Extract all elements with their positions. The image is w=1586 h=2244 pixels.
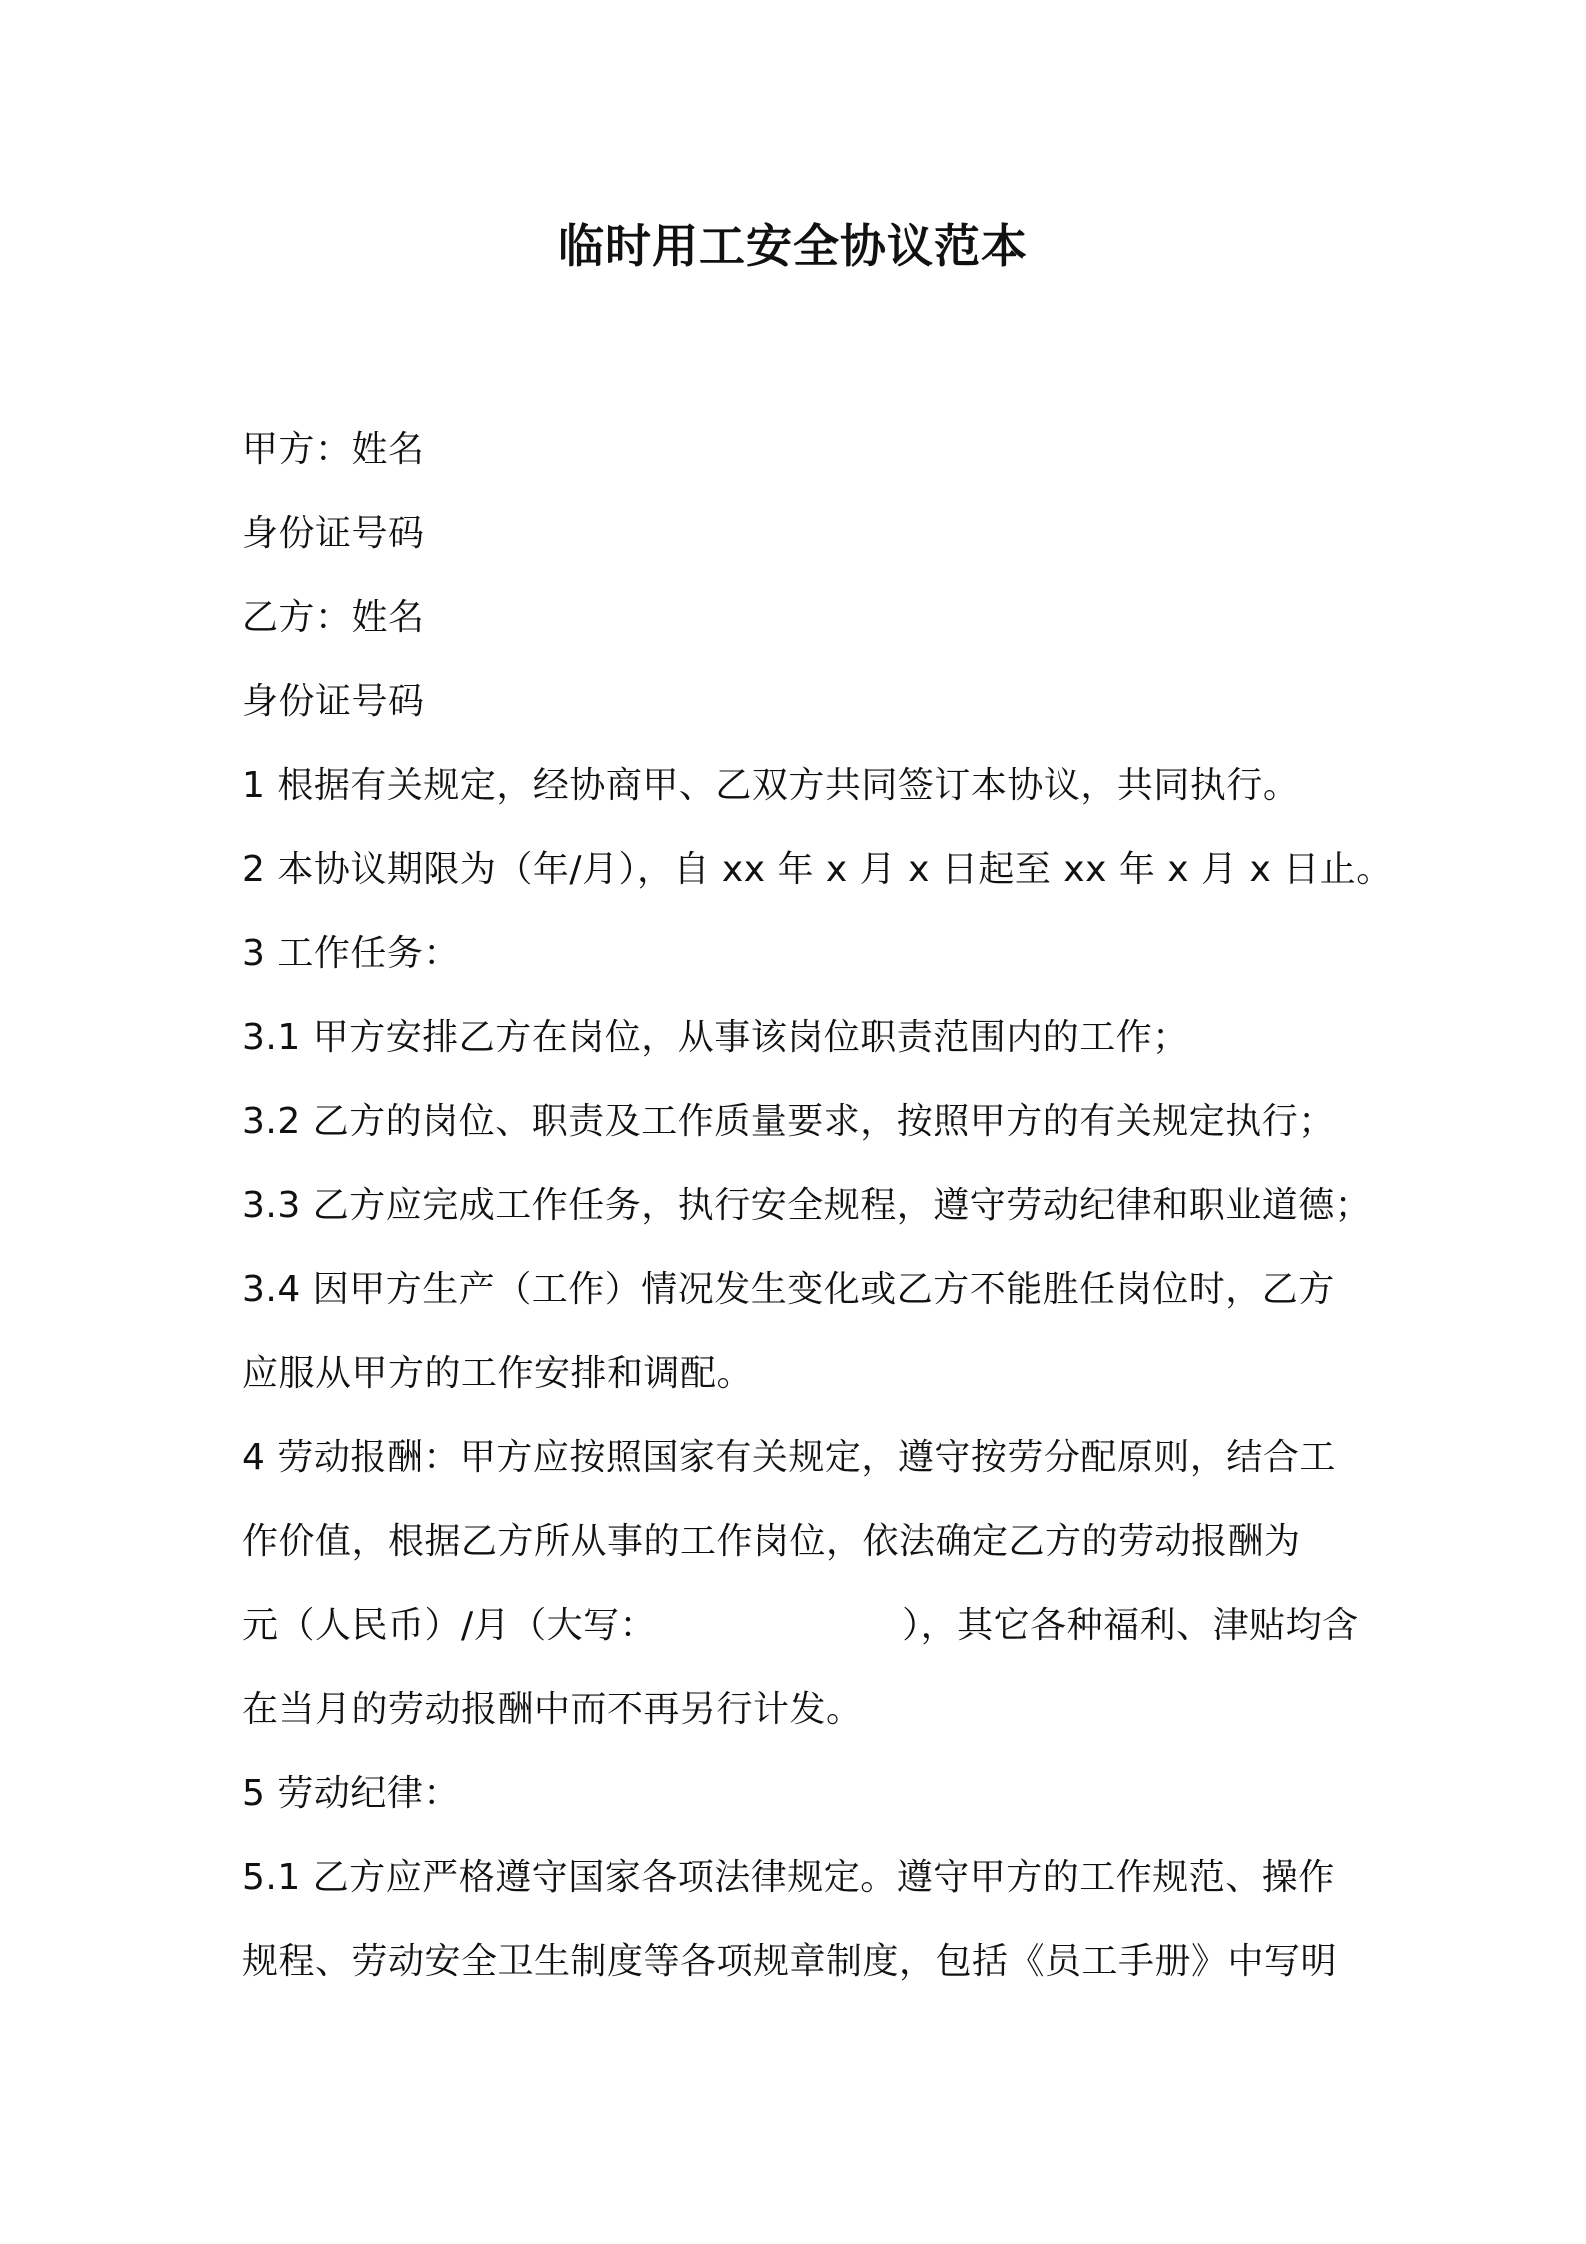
party-a-name-line: 甲方：姓名 (242, 429, 425, 470)
clause-4-line-1: 4 劳动报酬：甲方应按照国家有关规定，遵守按劳分配原则，结合工 (242, 1437, 1336, 1478)
clause-4-line-4: 在当月的劳动报酬中而不再另行计发。 (242, 1689, 863, 1730)
clause-3-2: 3.2 乙方的岗位、职责及工作质量要求，按照甲方的有关规定执行； (242, 1101, 1335, 1142)
clause-3-heading: 3 工作任务： (242, 933, 460, 974)
party-b-name-line: 乙方：姓名 (242, 597, 425, 638)
clause-5-1-line-2: 规程、劳动安全卫生制度等各项规章制度，包括《员工手册》中写明 (242, 1941, 1338, 1982)
document-body (242, 408, 1393, 2004)
clause-4-line-2: 作价值，根据乙方所从事的工作岗位，依法确定乙方的劳动报酬为 (242, 1521, 1301, 1562)
document-title: 临时用工安全协议范本 (558, 219, 1028, 273)
clause-1: 1 根据有关规定，经协商甲、乙双方共同签订本协议，共同执行。 (242, 765, 1300, 806)
party-a-id-line: 身份证号码 (242, 513, 425, 554)
clause-3-3: 3.3 乙方应完成工作任务，执行安全规程，遵守劳动纪律和职业道德； (242, 1185, 1372, 1226)
salary-text-after: ），其它各种福利、津贴均含 (902, 1605, 1359, 1646)
clause-3-4-line-2: 应服从甲方的工作安排和调配。 (242, 1353, 754, 1394)
clause-5-heading: 5 劳动纪律： (242, 1773, 460, 1814)
clause-5-1-line-1: 5.1 乙方应严格遵守国家各项法律规定。遵守甲方的工作规范、操作 (242, 1857, 1335, 1898)
clause-3-4-line-1: 3.4 因甲方生产（工作）情况发生变化或乙方不能胜任岗位时，乙方 (242, 1269, 1335, 1310)
clause-4-line-3 (242, 1584, 1359, 1668)
salary-text-before: 元（人民币）/月（大写： (242, 1605, 657, 1646)
clause-2: 2 本协议期限为（年/月），自 xx 年 x 月 x 日起至 xx 年 x 月 x 日止。 (242, 849, 1393, 890)
party-b-id-line: 身份证号码 (242, 681, 425, 722)
clause-3-1: 3.1 甲方安排乙方在岗位，从事该岗位职责范围内的工作； (242, 1017, 1189, 1058)
